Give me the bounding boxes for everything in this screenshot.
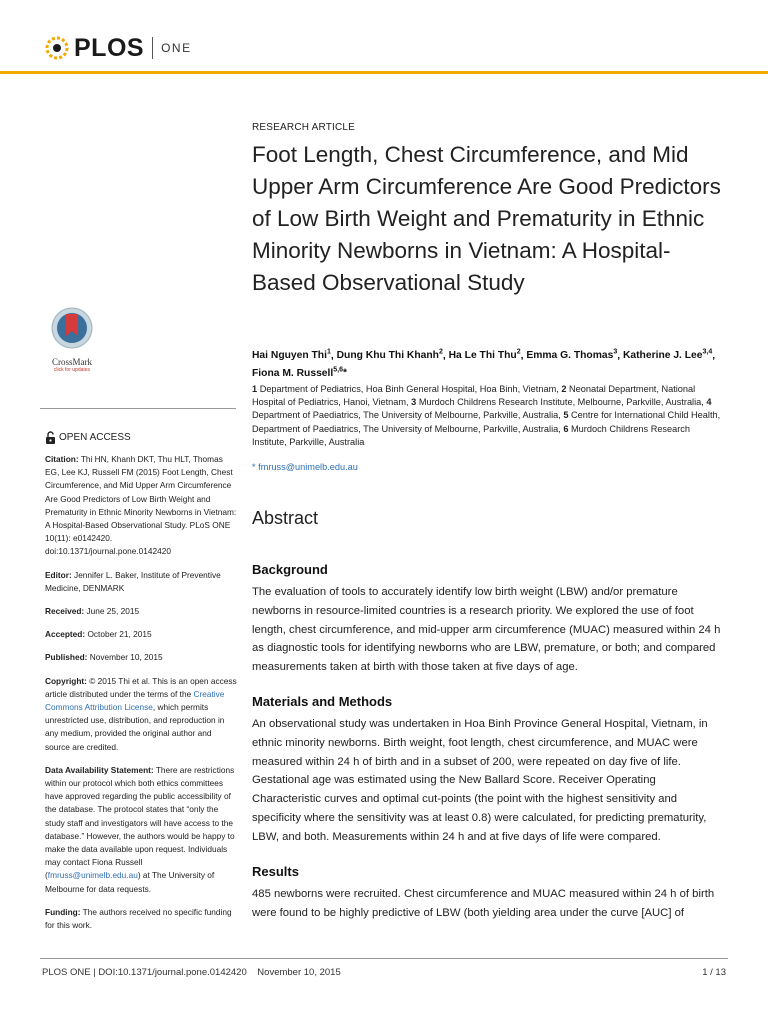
open-access-badge [45, 431, 131, 444]
author[interactable]: Ha Le Thi Thu$^2$ [448, 349, 521, 362]
published-date [45, 651, 237, 664]
author-list: Hai Nguyen Thi$^1$, Dung Khu Thi Khanh$^2$, Ha Le Thi Thu$^2$, Emma G. Thomas$^3$, Katherine J. Lee$^{3,4}$, Fiona M. Russell$^{5,6}$* [252, 349, 716, 379]
plos-mark-icon [44, 35, 70, 61]
editor-label: Editor: [45, 569, 72, 580]
license-link[interactable]: Creative Commons Attribution License [45, 688, 225, 713]
funding [45, 906, 237, 932]
received-text: June 25, 2015 [86, 606, 140, 617]
footer-rule [40, 958, 728, 959]
affiliations: 1 Department of Pediatrics, Hoa Binh General Hospital, Hoa Binh, Vietnam, 2 Neonatal Department, National Hospital of Pediatrics, Hanoi, Vietnam, 3 Murdoch Childrens Research Institute, Melbourne, Parkville, Australia, 4 Department of Paediatrics, The University of Melbourne, Parkville, Australia, 5 Centre for International Child Health, Department of Paediatrics, The University of Melbourne, Parkville, Australia, 6 Murdoch Childrens Research Institute, Parkville, Australia [252, 384, 721, 447]
methods-text: An observational study was undertaken in Hoa Binh Province General Hospital, Vietnam, in ethnic minority newborns. Birth weight, foot length, chest circumference, and MUAC were measured within 24 h of birth and in a subset of 200, were repeated on day five of life. Gestational age was estimated using the New Ballard Score. Receiver Operating Characteristic curves and optimal cut-points (the point with the highest sensitivity and specificity where the sensitivity was at least 0.8) were calculated, for predicting prematurity, LBW, and both. Measurements within 24 h and at five days of life were compared. [252, 718, 708, 843]
author[interactable]: Katherine J. Lee$^{3,4}$ [622, 349, 713, 362]
editor [45, 569, 237, 595]
results-heading: Results [252, 864, 299, 879]
funding-text: The authors received no specific funding for this work. [45, 906, 232, 931]
data-contact-email-link[interactable]: fmruss@unimelb.edu.au [47, 870, 138, 881]
page-number: 1 / 13 [702, 967, 726, 978]
copyright-text: © 2015 Thi et al. This is an open access article distributed under the terms of the [45, 675, 237, 699]
logo-divider [152, 37, 153, 59]
open-access-label: OPEN ACCESS [59, 432, 131, 443]
data-availability-text-cont: ) at The University of Melbourne for data requests. [45, 870, 215, 894]
article-type: RESEARCH ARTICLE [252, 122, 356, 133]
crossmark-badge[interactable] [40, 306, 104, 373]
received-date [45, 605, 237, 618]
plos-one-logo[interactable] [44, 30, 192, 66]
accepted-text: October 21, 2015 [87, 629, 152, 640]
logo-subtext: ONE [161, 41, 192, 55]
data-availability-label: Data Availability Statement: [45, 764, 154, 775]
data-availability-text: There are restrictions within our protocol which both ethics committees have approved regarding the public accessibility of the database. The protocol states that “only the study staff and investigators will have access to the database.” However, the authors would be happy to make the data available upon request. Individuals may contact Fiona Russell ( [45, 764, 235, 881]
citation-label: Citation: [45, 454, 79, 464]
header-rule [0, 71, 768, 74]
abstract-heading: Abstract [252, 508, 319, 528]
background-text: The evaluation of tools to accurately identify low birth weight (LBW) and/or premature newborns in resource-limited countries is a research priority. We explored the use of foot length, chest circumference, and mid-upper arm circumference (MUAC) measured within 24 h as diagnostic tools for identifying newborns who are LBW, premature, or both; and compared measurements taken at birth with those taken at five days of age. [252, 586, 721, 674]
accepted-label: Accepted: [45, 629, 86, 640]
crossmark-icon [40, 306, 104, 350]
logo-text: PLOS [74, 33, 145, 62]
published-label: Published: [45, 652, 88, 663]
author[interactable]: Dung Khu Thi Khanh$^2$ [336, 349, 443, 362]
received-label: Received: [45, 606, 85, 617]
accepted-date [45, 628, 237, 641]
crossmark-sublabel: click for updates [53, 367, 91, 373]
editor-text: Jennifer L. Baker, Institute of Preventive Medicine, DENMARK [45, 569, 221, 593]
citation [45, 453, 237, 559]
copyright [45, 675, 237, 754]
left-column-rule [40, 408, 236, 409]
citation-text: Thi HN, Khanh DKT, Thu HLT, Thomas EG, Lee KJ, Russell FM (2015) Foot Length, Chest Circumference, and Mid Upper Arm Circumference Are Good Predictors of Low Birth Weight and Prematurity in Ethnic Minority Newborns in Vietnam: A Hospital-Based Observational Study. PLoS ONE 10(11): e0142420. doi:10.1371/journal.pone.0142420 [45, 454, 237, 557]
methods-heading: Materials and Methods [252, 694, 393, 709]
corresponding-author [252, 462, 358, 472]
funding-label: Funding: [45, 906, 81, 917]
copyright-text-cont: , which permits unrestricted use, distribution, and reproduction in any medium, provided the original author and source are credited. [45, 702, 225, 752]
corresponding-email-link[interactable]: fmruss@unimelb.edu.au [258, 462, 358, 472]
corresponding-star: * [252, 462, 256, 472]
open-lock-icon [45, 431, 56, 444]
background-heading: Background [252, 562, 328, 577]
author[interactable]: Emma G. Thomas$^3$ [526, 349, 618, 362]
author[interactable]: Fiona M. Russell$^{5,6}$ [252, 366, 343, 379]
article-title: Foot Length, Chest Circumference, and Mid Upper Arm Circumference Are Good Predictors of Low Birth Weight and Prematurity in Ethnic Minority Newborns in Vietnam: A Hospital-Based Observational Study [252, 142, 721, 295]
copyright-label: Copyright: [45, 675, 87, 686]
results-text: 485 newborns were recruited. Chest circumference and MUAC measured within 24 h of birth were found to be highly predictive of LBW (both yielding area under the curve [AUC] of [252, 888, 715, 919]
data-availability [45, 764, 237, 896]
crossmark-label: CrossMark [52, 357, 92, 367]
published-text: November 10, 2015 [89, 652, 163, 663]
footer-citation: PLOS ONE | DOI:10.1371/journal.pone.0142420 November 10, 2015 [42, 967, 341, 978]
article-metadata [45, 453, 237, 942]
author[interactable]: Hai Nguyen Thi$^1$ [252, 349, 331, 362]
